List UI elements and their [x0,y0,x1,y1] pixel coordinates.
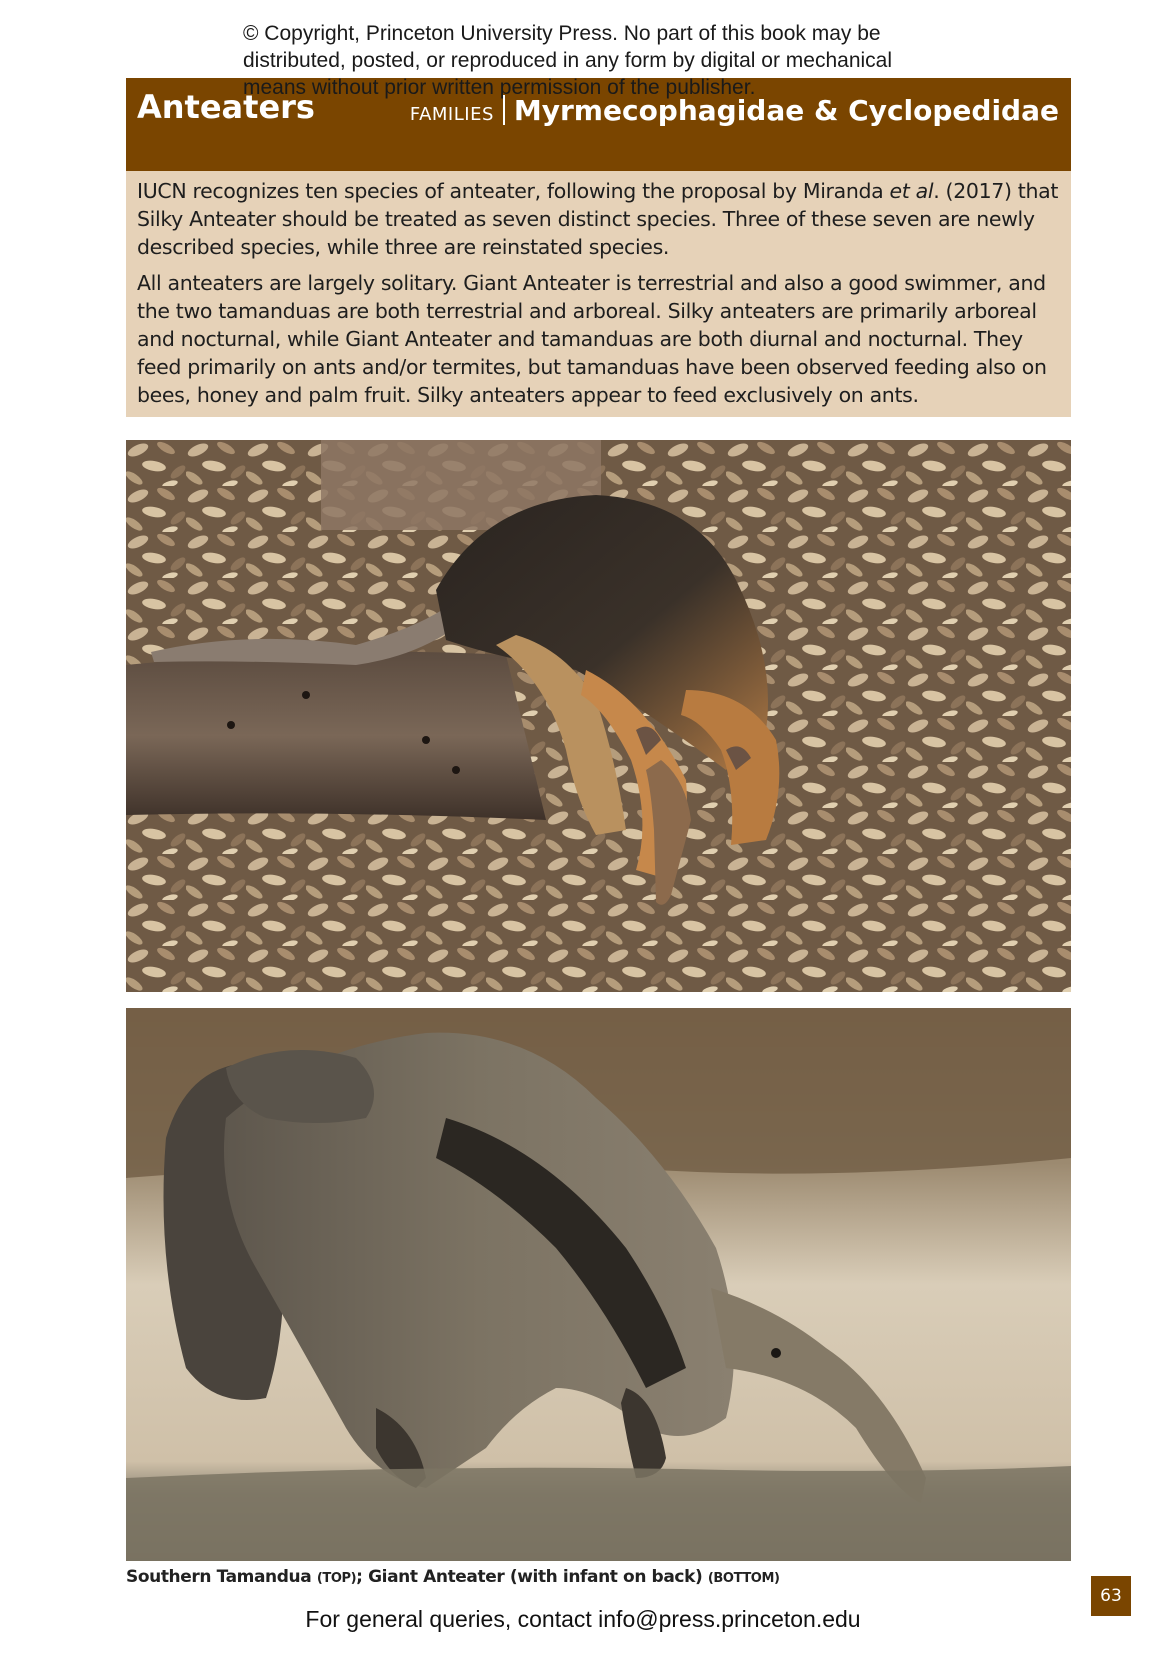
photo-caption [126,1567,780,1587]
page-number: 63 [1091,1576,1131,1616]
families-label: FAMILIES [409,104,494,125]
caption-position-1: (TOP) [316,1571,357,1586]
copyright-notice [243,20,1003,101]
caption-species-1: Southern Tamandua [126,1567,312,1587]
intro-text-box [126,171,1071,417]
photo-southern-tamandua [126,440,1071,992]
caption-separator: ; [356,1567,363,1587]
intro-paragraph-1: IUCN recognizes ten species of anteater, following the proposal by Miranda et al. (2017) that Silky Anteater should be treated as seven distinct species. Three of these seven are newly described species, while three are reinstated species. [137,179,1059,259]
footer-contact: For general queries, contact info@press.princeton.edu [305,1606,861,1632]
caption-position-2: (BOTTOM) [707,1571,780,1586]
photo-giant-anteater [126,1008,1071,1561]
copyright-line-2: distributed, posted, or reproduced in any form by digital or mechanical [243,49,893,72]
families-names: Myrmecophagidae & Cyclopedidae [513,94,1059,127]
caption-species-2: Giant Anteater (with infant on back) [368,1567,703,1587]
copyright-line-1: © Copyright, Princeton University Press. No part of this book may be [243,22,881,45]
intro-paragraph-2: All anteaters are largely solitary. Giant Anteater is terrestrial and also a good swimmer, and the two tamanduas are both terrestrial and arboreal. Silky anteaters are primarily arboreal and nocturnal, while Giant Anteater and tamanduas are both diurnal and nocturnal. They feed primarily on ants and/or termites, but tamanduas have been observed feeding also on bees, honey and palm fruit. Silky anteaters appear to feed exclusively on ants. [137,271,1047,407]
copyright-line-3: means without prior written permission of the publisher. [243,76,756,99]
chapter-title: Anteaters [137,88,315,126]
intro-italic: et al [889,179,934,203]
